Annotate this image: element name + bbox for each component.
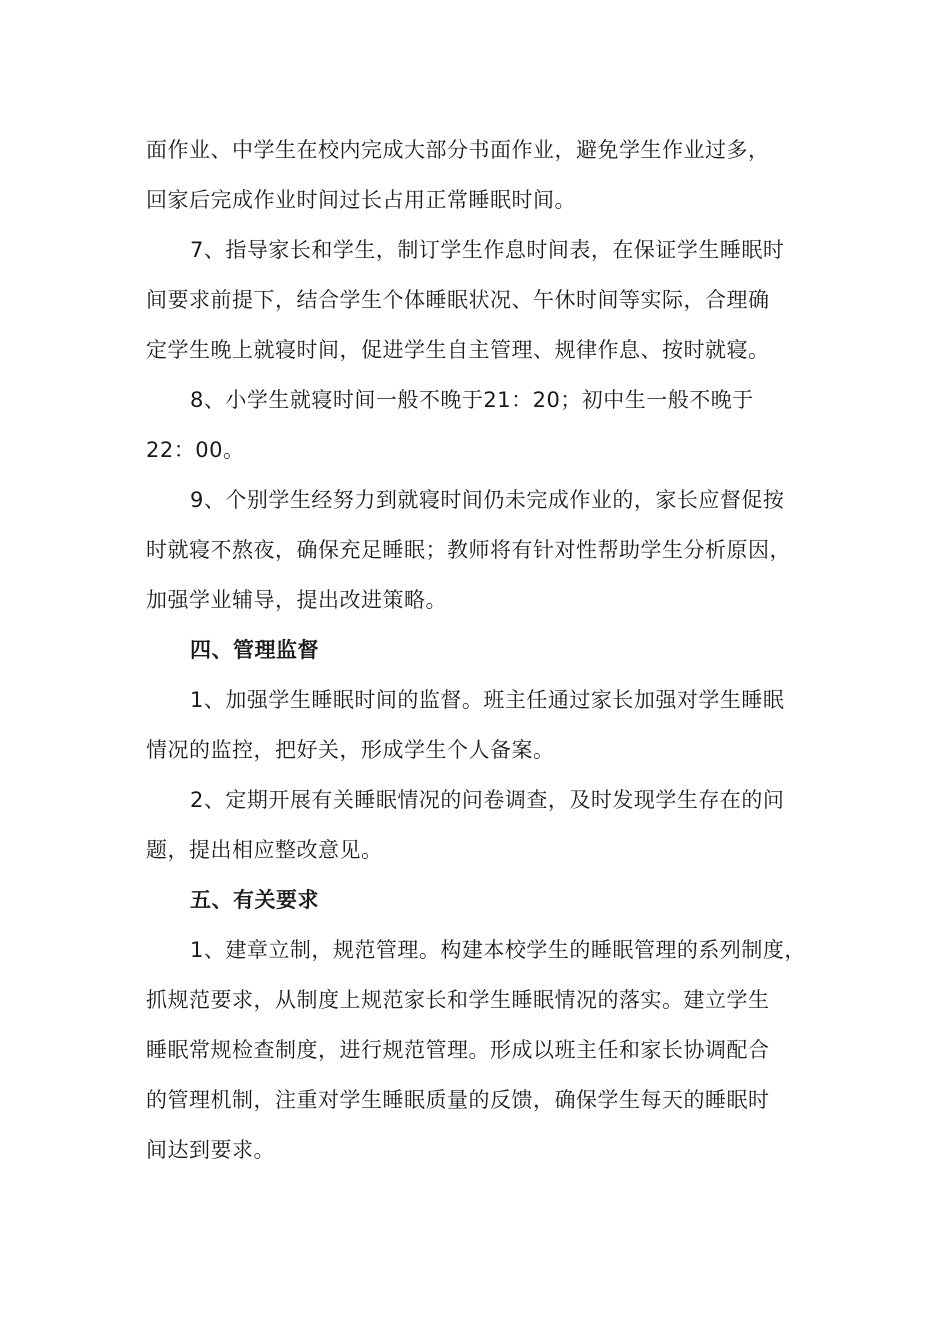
text-line: 22：00。 — [146, 438, 245, 462]
text-line: 间达到要求。 — [146, 1138, 275, 1162]
text-line: 间要求前提下，结合学生个体睡眠状况、午休时间等实际，合理确 — [146, 288, 770, 312]
text-line: 的管理机制，注重对学生睡眠质量的反馈，确保学生每天的睡眠时 — [146, 1088, 770, 1112]
text-line: 加强学业辅导，提出改进策略。 — [146, 588, 447, 612]
text-line: 情况的监控，把好关，形成学生个人备案。 — [146, 738, 555, 762]
paragraph-line: 1、加强学生睡眠时间的监督。班主任通过家长加强对学生睡眠 — [190, 688, 785, 712]
paragraph-7-line: 7、指导家长和学生，制订学生作息时间表，在保证学生睡眠时 — [190, 238, 785, 262]
paragraph-9-line: 9、个别学生经努力到就寝时间仍未完成作业的，家长应督促按 — [190, 488, 785, 512]
paragraph-line: 1、建章立制，规范管理。构建本校学生的睡眠管理的系列制度， — [190, 938, 806, 962]
paragraph-8-line: 8、小学生就寝时间一般不晚于21：20；初中生一般不晚于 — [190, 388, 754, 412]
section-heading-requirements: 五、有关要求 — [190, 888, 319, 912]
text-line: 回家后完成作业时间过长占用正常睡眠时间。 — [146, 188, 576, 212]
paragraph-line: 2、定期开展有关睡眠情况的问卷调查，及时发现学生存在的问 — [190, 788, 785, 812]
text-line: 抓规范要求，从制度上规范家长和学生睡眠情况的落实。建立学生 — [146, 988, 770, 1012]
section-heading-management: 四、管理监督 — [190, 638, 319, 662]
text-line: 睡眠常规检查制度，进行规范管理。形成以班主任和家长协调配合 — [146, 1038, 770, 1062]
text-line: 时就寝不熬夜，确保充足睡眠；教师将有针对性帮助学生分析原因， — [146, 538, 791, 562]
text-line: 定学生晚上就寝时间，促进学生自主管理、规律作息、按时就寝。 — [146, 338, 770, 362]
text-line: 面作业、中学生在校内完成大部分书面作业，避免学生作业过多， — [146, 138, 770, 162]
text-line: 题，提出相应整改意见。 — [146, 838, 383, 862]
